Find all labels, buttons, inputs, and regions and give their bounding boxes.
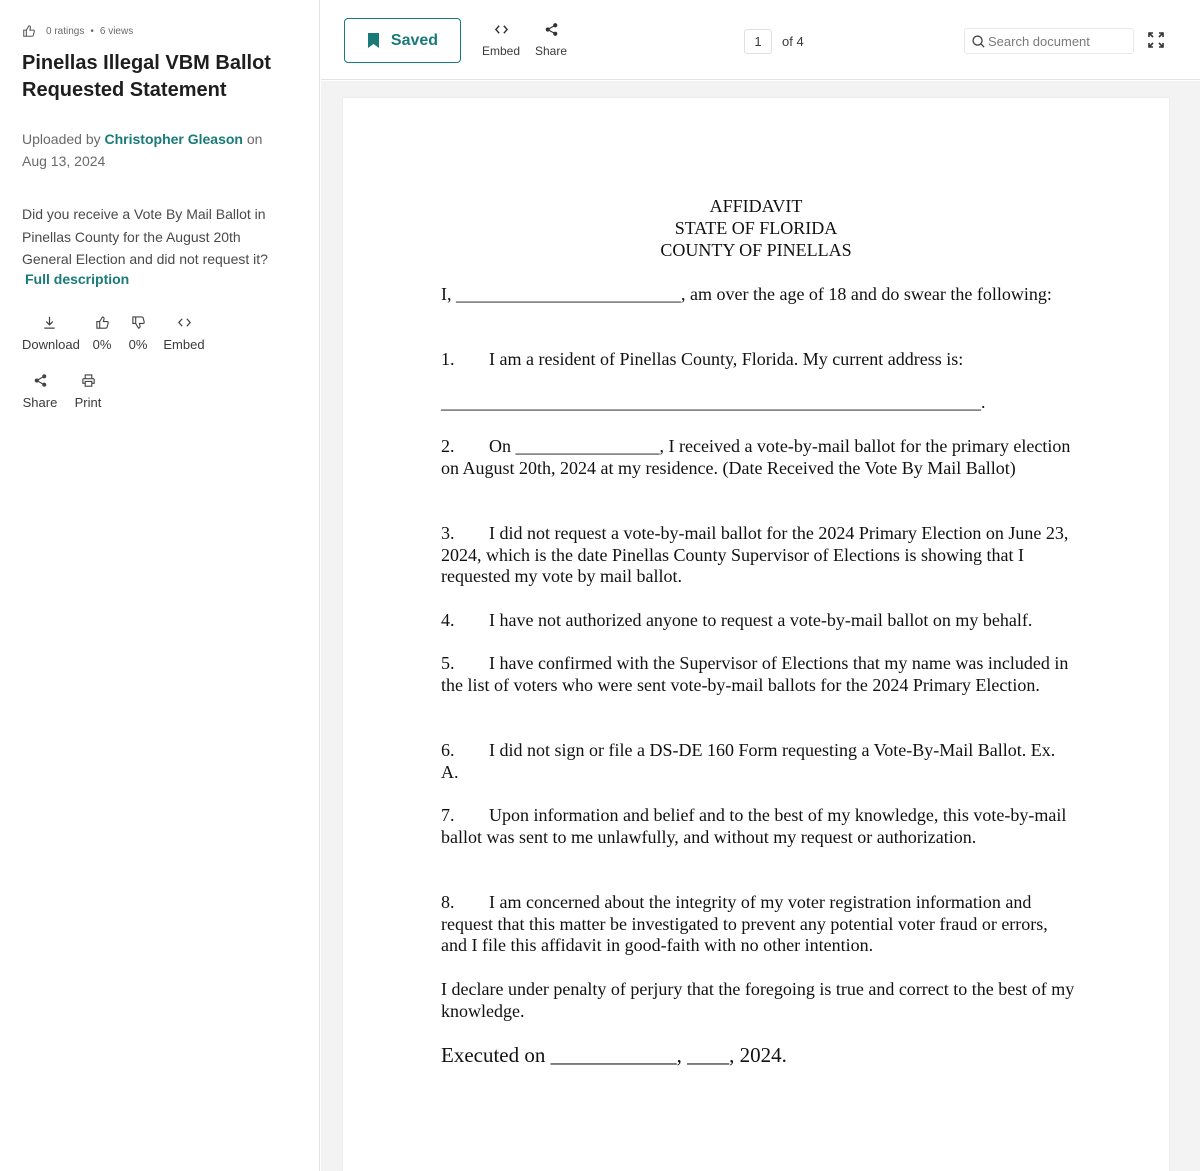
uploaded-suffix: on	[246, 131, 263, 147]
uploaded-prefix: Uploaded by	[22, 131, 101, 147]
download-label: Download	[22, 337, 80, 352]
print-label: Print	[74, 395, 102, 410]
intro-paragraph: I, _________________________, am over the age of 18 and do swear the following:	[441, 284, 1052, 304]
affidavit-item-6	[441, 740, 1076, 783]
affidavit-item-8	[441, 892, 1076, 957]
toolbar-embed-label: Embed	[481, 44, 521, 58]
upvote-percent: 0%	[92, 337, 112, 352]
upload-info	[22, 128, 292, 172]
document-toolbar	[321, 0, 1200, 80]
item-number: 4.	[441, 610, 455, 630]
item-number: 2.	[441, 436, 455, 456]
document-viewer[interactable]	[321, 81, 1200, 1171]
item-number: 7.	[441, 805, 455, 825]
sidebar-actions-row-1	[22, 315, 207, 352]
download-icon	[42, 315, 57, 330]
item-number: 6.	[441, 740, 455, 760]
sidebar-share-label: Share	[22, 395, 58, 410]
page-total: of 4	[782, 34, 804, 49]
meta-separator: •	[90, 25, 94, 37]
toolbar-embed-button[interactable]	[481, 22, 521, 58]
affidavit-item-4	[441, 610, 1076, 632]
address-line: ____________________________________________________________.	[441, 392, 986, 412]
affidavit-item-1	[441, 349, 1076, 371]
thumbs-up-icon	[95, 315, 110, 330]
sidebar-actions-row-2	[22, 373, 104, 410]
toolbar-share-button[interactable]	[533, 22, 569, 58]
share-icon	[544, 22, 559, 37]
downvote-percent: 0%	[128, 337, 148, 352]
share-icon	[33, 373, 48, 388]
item-text: I am a resident of Pinellas County, Florida. My current address is:	[489, 349, 964, 369]
toolbar-share-label: Share	[534, 44, 568, 58]
executed-line: Executed on ____________, ____, 2024.	[441, 1043, 787, 1067]
affidavit-item-5	[441, 653, 1076, 696]
document-title: Pinellas Illegal VBM Ballot Requested Statement	[22, 52, 271, 101]
fullscreen-icon[interactable]	[1146, 30, 1166, 50]
item-text: Upon information and belief and to the best of my knowledge, this vote-by-mail ballot was sent to me unlawfully, and without my request or authorization.	[441, 805, 1067, 847]
bookmark-icon	[367, 32, 380, 49]
downvote-button[interactable]	[120, 315, 156, 352]
sidebar-share-button[interactable]	[22, 373, 58, 410]
item-number: 3.	[441, 523, 455, 543]
affidavit-item-2	[441, 436, 1076, 479]
affidavit-item-3	[441, 523, 1076, 588]
sidebar	[0, 0, 320, 1171]
item-text: I have confirmed with the Supervisor of Elections that my name was included in the list of voters who were sent vote-by-mail ballots for the 2024 Primary Election.	[441, 653, 1069, 695]
county-heading: COUNTY OF PINELLAS	[660, 240, 852, 260]
full-description-link[interactable]: Full description	[25, 271, 130, 287]
item-number: 1.	[441, 349, 455, 369]
author-link[interactable]: Christopher Gleason	[104, 131, 243, 147]
item-number: 5.	[441, 653, 455, 673]
page-number-input[interactable]: 1	[744, 29, 772, 54]
code-icon	[494, 22, 509, 37]
document-page	[343, 98, 1169, 1171]
item-text: I have not authorized anyone to request a vote-by-mail ballot on my behalf.	[489, 610, 1033, 630]
upload-date: Aug 13, 2024	[22, 153, 106, 169]
search-icon	[971, 34, 986, 49]
declaration-paragraph: I declare under penalty of perjury that the foregoing is true and correct to the best of my knowledge.	[441, 979, 1075, 1021]
upvote-button[interactable]	[84, 315, 120, 352]
ratings-count: 0 ratings	[46, 25, 85, 37]
saved-button[interactable]	[344, 18, 461, 63]
print-button[interactable]	[72, 373, 104, 410]
affidavit-heading: AFFIDAVIT	[709, 196, 803, 216]
search-input[interactable]	[988, 34, 1128, 49]
download-button[interactable]	[22, 315, 78, 352]
saved-label: Saved	[390, 31, 439, 49]
search-box[interactable]	[964, 28, 1134, 54]
document-description: Did you receive a Vote By Mail Ballot in Pinellas County for the August 20th General Election and did not request it?	[22, 206, 268, 267]
item-text: I am concerned about the integrity of my voter registration information and request that this matter be investigated to prevent any potential voter fraud or errors, and I file this affidavit in good-faith with no other intention.	[441, 892, 1048, 955]
views-count: 6 views	[99, 25, 134, 37]
printer-icon	[81, 373, 96, 388]
thumbs-up-icon	[22, 24, 36, 38]
item-text: On ________________, I received a vote-by-mail ballot for the primary election on August 20th, 2024 at my residence. (Date Received the Vote By Mail Ballot)	[441, 436, 1071, 478]
document-meta	[22, 24, 133, 38]
item-text: I did not request a vote-by-mail ballot for the 2024 Primary Election on June 23, 2024, which is the date Pinellas County Supervisor of Elections is showing that I requested my vote by mail ballot.	[441, 523, 1069, 586]
state-heading: STATE OF FLORIDA	[674, 218, 838, 238]
item-number: 8.	[441, 892, 455, 912]
sidebar-embed-label: Embed	[163, 337, 205, 352]
affidavit-item-7	[441, 805, 1076, 848]
item-text: I did not sign or file a DS-DE 160 Form requesting a Vote-By-Mail Ballot. Ex. A.	[441, 740, 1056, 782]
sidebar-embed-button[interactable]	[161, 315, 207, 352]
code-icon	[177, 315, 192, 330]
thumbs-down-icon	[131, 315, 146, 330]
